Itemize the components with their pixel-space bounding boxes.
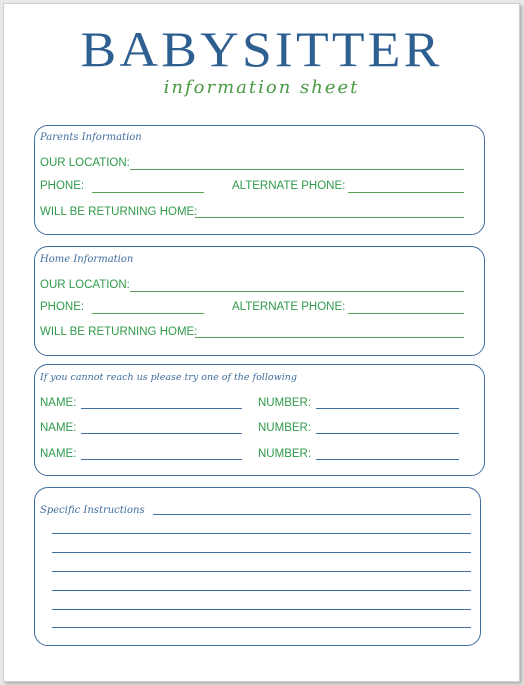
home-phone-field[interactable] — [92, 313, 204, 314]
home-returning-label: WILL BE RETURNING HOME: — [40, 326, 198, 338]
home-alt-phone-label: ALTERNATE PHONE: — [232, 301, 346, 313]
home-information-heading: Home Information — [40, 254, 134, 265]
page-subtitle: information sheet — [163, 77, 360, 98]
parents-phone-label: PHONE: — [40, 180, 85, 192]
parents-returning-label: WILL BE RETURNING HOME: — [40, 206, 198, 218]
contact-number-field[interactable] — [316, 459, 459, 460]
instructions-line[interactable] — [52, 590, 471, 591]
parents-alt-phone-label: ALTERNATE PHONE: — [232, 180, 346, 192]
home-returning-field[interactable] — [195, 337, 464, 338]
contact-number-label: NUMBER: — [258, 448, 312, 460]
contact-number-field[interactable] — [316, 408, 459, 409]
contact-name-field[interactable] — [81, 433, 242, 434]
home-location-label: OUR LOCATION: — [40, 279, 130, 291]
emergency-contacts-heading: If you cannot reach us please try one of the following — [40, 372, 297, 383]
contact-number-field[interactable] — [316, 433, 459, 434]
instructions-line[interactable] — [52, 571, 471, 572]
parents-returning-field[interactable] — [195, 217, 464, 218]
contact-number-label: NUMBER: — [258, 397, 312, 409]
information-sheet — [3, 3, 520, 682]
contact-number-label: NUMBER: — [258, 422, 312, 434]
parents-alt-phone-field[interactable] — [348, 192, 464, 193]
instructions-line[interactable] — [52, 609, 471, 610]
specific-instructions-heading: Specific Instructions — [40, 505, 145, 516]
contact-name-field[interactable] — [81, 459, 242, 460]
contact-name-label: NAME: — [40, 422, 77, 434]
parents-location-label: OUR LOCATION: — [40, 157, 130, 169]
instructions-line[interactable] — [153, 514, 471, 515]
contact-name-label: NAME: — [40, 397, 77, 409]
instructions-line[interactable] — [52, 627, 471, 628]
page-title: BABYSITTER — [80, 21, 443, 77]
parents-phone-field[interactable] — [92, 192, 204, 193]
home-location-field[interactable] — [130, 291, 464, 292]
parents-location-field[interactable] — [130, 169, 464, 170]
home-phone-label: PHONE: — [40, 301, 85, 313]
instructions-line[interactable] — [52, 552, 471, 553]
parents-information-heading: Parents Information — [40, 132, 142, 143]
home-alt-phone-field[interactable] — [348, 313, 464, 314]
contact-name-label: NAME: — [40, 448, 77, 460]
contact-name-field[interactable] — [81, 408, 242, 409]
instructions-line[interactable] — [52, 533, 471, 534]
